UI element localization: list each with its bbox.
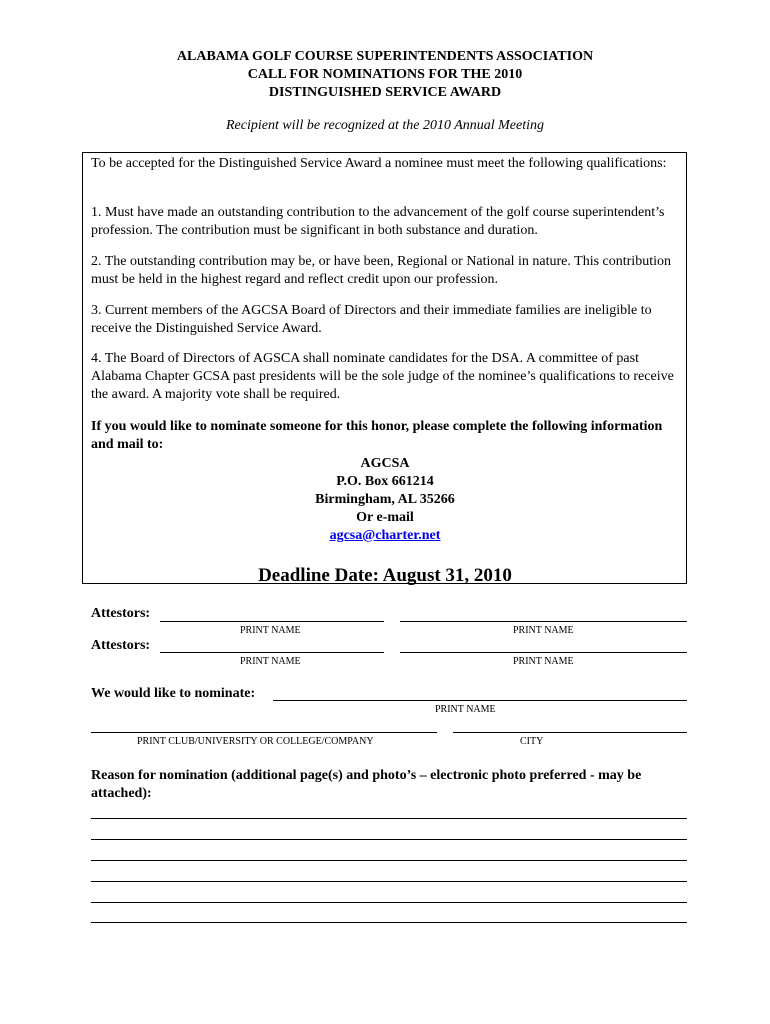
reason-line-2[interactable] xyxy=(91,839,687,840)
subtitle: Recipient will be recognized at the 2010 Annual Meeting xyxy=(225,118,545,133)
nominate-label: We would like to nominate: xyxy=(91,686,256,701)
qualification-1: 1. Must have made an outstanding contribution to the advancement of the golf course superintendent’s profession. The contribution must be significant in both substance and duration. xyxy=(91,205,665,238)
email-link[interactable]: agcsa@charter.net xyxy=(329,528,441,543)
mailing-instruction: If you would like to nominate someone for this honor, please complete the following information and mail to: xyxy=(91,419,663,452)
deadline-date: Deadline Date: August 31, 2010 xyxy=(258,565,512,586)
city-caption: CITY xyxy=(520,736,544,747)
reason-line-6[interactable] xyxy=(91,922,687,923)
address-org: AGCSA xyxy=(360,456,410,471)
city-line[interactable] xyxy=(453,732,687,733)
attestor-4-name-line[interactable] xyxy=(400,652,687,653)
qualification-4: 4. The Board of Directors of AGSCA shall nominate candidates for the DSA. A committee of past Alabama Chapter GCSA past presidents will be the sole judge of the nominee’s qualifications to receive the award. A majority vote shall be required. xyxy=(91,351,674,402)
print-name-caption: PRINT NAME xyxy=(435,704,496,715)
header-line-1: ALABAMA GOLF COURSE SUPERINTENDENTS ASSOCIATION xyxy=(176,49,594,64)
intro-text: To be accepted for the Distinguished Service Award a nominee must meet the following qualifications: xyxy=(91,156,667,171)
header-line-2: CALL FOR NOMINATIONS FOR THE 2010 xyxy=(247,67,523,82)
attestor-1-name-line[interactable] xyxy=(160,621,384,622)
reason-line-4[interactable] xyxy=(91,881,687,882)
address-city: Birmingham, AL 35266 xyxy=(315,492,455,507)
nominee-name-line[interactable] xyxy=(273,700,687,701)
reason-line-5[interactable] xyxy=(91,902,687,903)
reason-line-1[interactable] xyxy=(91,818,687,819)
address-po-box: P.O. Box 661214 xyxy=(336,474,434,489)
attestor-3-name-line[interactable] xyxy=(160,652,384,653)
print-name-caption: PRINT NAME xyxy=(240,656,301,667)
print-name-caption: PRINT NAME xyxy=(240,625,301,636)
print-name-caption: PRINT NAME xyxy=(513,656,574,667)
club-line[interactable] xyxy=(91,732,437,733)
attestors-label-2: Attestors: xyxy=(91,638,151,653)
address-or-email: Or e-mail xyxy=(356,510,414,525)
reason-line-3[interactable] xyxy=(91,860,687,861)
print-name-caption: PRINT NAME xyxy=(513,625,574,636)
attestor-2-name-line[interactable] xyxy=(400,621,687,622)
qualification-2: 2. The outstanding contribution may be, or have been, Regional or National in nature. This contribution must be held in the highest regard and reflect credit upon our profession. xyxy=(91,254,671,287)
club-caption: PRINT CLUB/UNIVERSITY OR COLLEGE/COMPANY xyxy=(137,736,374,747)
qualification-3: 3. Current members of the AGCSA Board of Directors and their immediate families are ineligible to receive the Distinguished Service Award. xyxy=(91,303,652,336)
reason-label: Reason for nomination (additional page(s) and photo’s – electronic photo preferred - may be attached): xyxy=(91,768,642,801)
header-line-3: DISTINGUISHED SERVICE AWARD xyxy=(268,85,502,100)
attestors-label-1: Attestors: xyxy=(91,606,151,621)
